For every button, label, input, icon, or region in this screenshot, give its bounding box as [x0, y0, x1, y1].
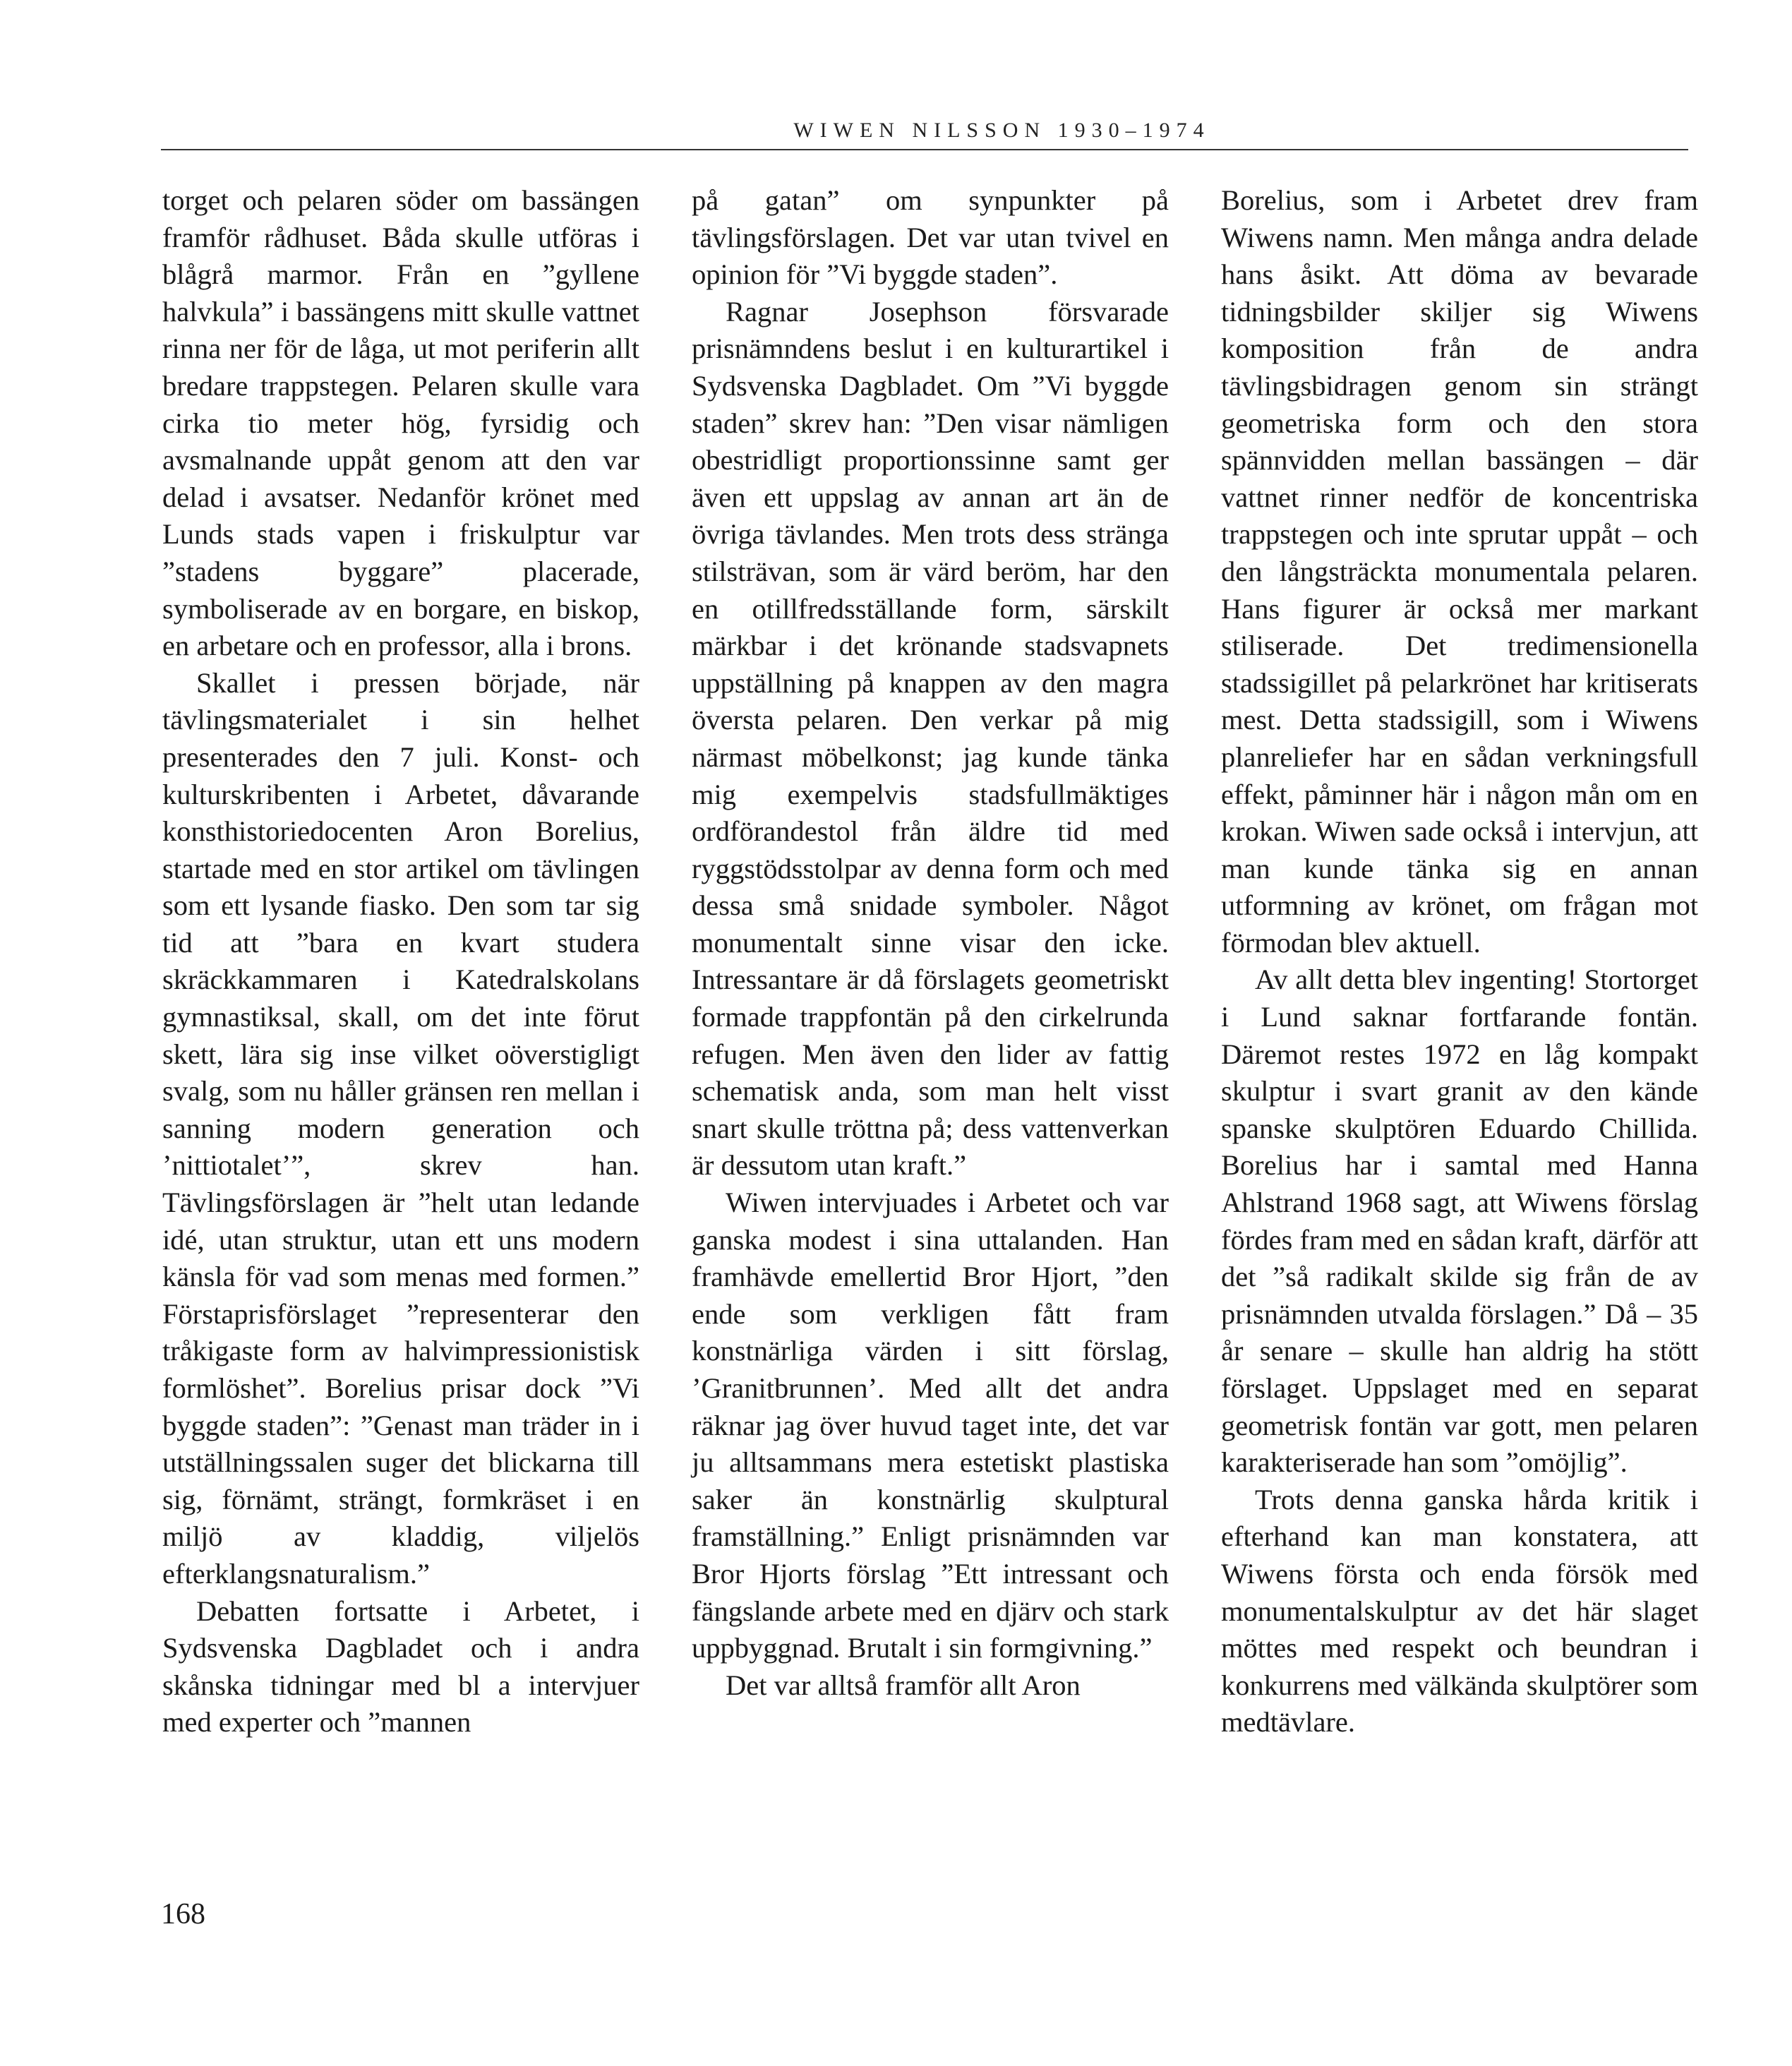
paragraph: Skallet i pressen började, när tävlingsmaterialet i sin helhet presenterades den 7 juli. Konst- och kulturskribenten i Arbetet, dåvarande konsthistoriedocenten Aron Borelius, startade med en stor artikel om tävlingen som ett lysande fiasko. Den som tar sig tid att ”bara en kvart studera skräckkammaren i Katedralskolans gymnastiksal, skall, om det inte förut skett, lära sig inse vilket oöverstigligt svalg, som nu håller gränsen ren mellan i sanning modern generation och ’nittiotalet’”, skrev han. Tävlingsförslagen är ”helt utan ledande idé, utan struktur, utan ett uns modern känsla för vad som menas med formen.” Förstaprisförslaget ”representerar den tråkigaste form av halvimpressionistisk formlöshet”. Borelius prisar dock ”Vi byggde staden”: ”Genast man träder in i utställningssalen suger det blickarna till sig, förnämt, strängt, formkräset i en miljö av kladdig, viljelös efterklangsnaturalism.”: [162, 666, 639, 1590]
text-column-1: [162, 182, 639, 1741]
text-column-2: [692, 182, 1169, 1704]
paragraph: på gatan” om synpunkter på tävlingsförslagen. Det var utan tvivel en opinion för ”Vi byggde staden”.: [692, 184, 1169, 291]
paragraph: Av allt detta blev ingenting! Stortorget i Lund saknar fortfarande fontän. Däremot restes 1972 en låg kompakt skulptur i svart granit av den kände spanske skulptören Eduardo Chillida. Borelius har i samtal med Hanna Ahlstrand 1968 sagt, att Wiwens förslag fördes fram med en sådan kraft, därför att det ”så radikalt skilde sig från de av prisnämnden utvalda förslagen.” Då – 35 år senare – skulle han aldrig ha stött förslaget. Uppslaget med en separat geometrisk fontän var gott, men pelaren karakteriserade han som ”omöjlig”.: [1221, 963, 1698, 1479]
paragraph: Det var alltså framför allt Aron: [726, 1669, 1081, 1701]
header-rule: [161, 149, 1688, 150]
paragraph: Trots denna ganska hårda kritik i efterhand kan man konstatera, att Wiwens första och enda försök med monumentalskulptur av det här slaget möttes med respekt och beundran i konkurrens med välkända skulptörer som medtävlare.: [1221, 1483, 1698, 1738]
paragraph: Debatten fortsatte i Arbetet, i Sydsvenska Dagbladet och i andra skånska tidningar med bl a intervjuer med experter och ”mannen: [162, 1594, 639, 1738]
paragraph: Ragnar Josephson försvarade prisnämndens beslut i en kulturartikel i Sydsvenska Dagbladet. Om ”Vi byggde staden” skrev han: ”Den visar nämligen obestridligt proportionssinne samt ger även ett uppslag av annan art än de övriga tävlandes. Men trots dess stränga stilsträvan, som är värd beröm, har den en otillfredsställande form, särskilt märkbar i det krönande stadsvapnets uppställning på knappen av den magra översta pelaren. Den verkar på mig närmast möbelkonst; jag kunde tänka mig exempelvis stadsfullmäktiges ordförandestol från äldre tid med ryggstödsstolpar av denna form och med dessa små snidade symboler. Något monumentalt sinne visar den icke. Intressantare är då förslagets geometriskt formade trappfontän på den cirkelrunda refugen. Men även den lider av fattig schematisk anda, som man helt visst snart skulle tröttna på; dess vattenverkan är dessutom utan kraft.”: [692, 295, 1169, 1182]
paragraph: torget och pelaren söder om bassängen framför rådhuset. Båda skulle utföras i blågrå marmor. Från en ”gyllene halvkula” i bassängens mitt skulle vattnet rinna ner för de låga, ut mot periferin allt bredare trappstegen. Pelaren skulle vara cirka tio meter hög, fyrsidig och avsmalnande uppåt genom att den var delad i avsatser. Nedanför krönet med Lunds stads vapen i friskulptur var ”stadens byggare” placerade, symboliserade av en borgare, en biskop, en arbetare och en professor, alla i brons.: [162, 184, 639, 662]
page-number: 168: [161, 1898, 205, 1930]
text-column-3: [1221, 182, 1698, 1741]
paragraph: Borelius, som i Arbetet drev fram Wiwens namn. Men många andra delade hans åsikt. Att döma av bevarade tidningsbilder skiljer sig Wiwens komposition från de andra tävlingsbidragen genom sin strängt geometriska form och den stora spännvidden mellan bassängen – där vattnet rinner nedför de koncentriska trappstegen och inte sprutar uppåt – och den långsträckta monumentala pelaren. Hans figurer är också mer markant stiliserade. Det tredimensionella stadssigillet på pelarkrönet har kritiserats mest. Detta stadssigill, som i Wiwens planreliefer har en sådan verkningsfull effekt, påminner här i någon mån om en krokan. Wiwen sade också i intervjun, att man kunde tänka sig en annan utformning av krönet, om frågan mot förmodan blev aktuell.: [1221, 184, 1698, 959]
running-head: WIWEN NILSSON 1930–1974: [793, 119, 1210, 142]
paragraph: Wiwen intervjuades i Arbetet och var ganska modest i sina uttalanden. Han framhävde emellertid Bror Hjort, ”den ende som verkligen fått fram konstnärliga värden i sitt förslag, ’Granitbrunnen’. Med allt det andra räknar jag över huvud taget inte, det var ju alltsammans mera estetiskt plastiska saker än konstnärlig skulptural framställning.” Enligt prisnämnden var Bror Hjorts förslag ”Ett intressant och fängslande arbete med en djärv och stark uppbyggnad. Brutalt i sin formgivning.”: [692, 1187, 1169, 1664]
